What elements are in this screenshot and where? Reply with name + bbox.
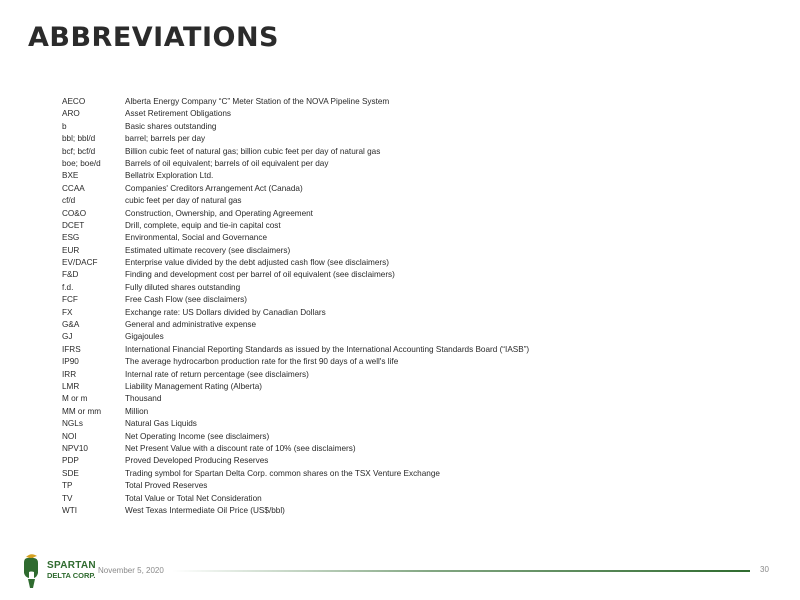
abbreviation-row [62, 356, 662, 368]
abbreviation-term: ESG [62, 233, 80, 243]
company-logo-text [47, 561, 96, 581]
abbreviation-term: bcf; bcf/d [62, 146, 96, 156]
abbreviation-term: TP [62, 481, 73, 491]
abbreviation-definition: Free Cash Flow (see disclaimers) [125, 295, 247, 305]
abbreviation-definition: General and administrative expense [125, 320, 257, 330]
abbreviation-row [62, 493, 662, 505]
abbreviation-definition: Total Value or Total Net Consideration [125, 493, 262, 503]
abbreviation-row [62, 307, 662, 319]
abbreviation-term: NGLs [62, 419, 83, 429]
abbreviation-definition: Liability Management Rating (Alberta) [125, 381, 262, 391]
abbreviation-definition: West Texas Intermediate Oil Price (US$/bbl) [125, 505, 285, 515]
abbreviation-term: NOI [62, 431, 77, 441]
abbreviation-row [62, 183, 662, 195]
abbreviation-row [62, 158, 662, 170]
abbreviation-row [62, 195, 662, 207]
abbreviation-definition: Companies' Creditors Arrangement Act (Canada) [125, 183, 303, 193]
footer-divider [172, 570, 750, 572]
abbreviation-term: f.d. [62, 282, 74, 292]
abbreviation-definition: Basic shares outstanding [125, 121, 217, 131]
abbreviation-definition: barrel; barrels per day [125, 134, 206, 144]
abbreviation-term: M or m [62, 394, 88, 404]
abbreviation-row [62, 381, 662, 393]
abbreviation-definition: Enterprise value divided by the debt adjusted cash flow (see disclaimers) [125, 258, 389, 268]
abbreviation-row [62, 480, 662, 492]
footer-date: November 5, 2020 [98, 566, 164, 575]
abbreviation-term: boe; boe/d [62, 158, 101, 168]
page-title: ABBREVIATIONS [28, 22, 279, 53]
abbreviation-row [62, 505, 662, 517]
abbreviation-definition: Million [125, 406, 149, 416]
abbreviation-row [62, 369, 662, 381]
abbreviation-term: F&D [62, 270, 79, 280]
abbreviation-term: IFRS [62, 344, 81, 354]
abbreviation-term: WTI [62, 505, 78, 515]
abbreviation-row [62, 393, 662, 405]
abbreviation-definition: cubic feet per day of natural gas [125, 196, 242, 206]
abbreviation-term: BXE [62, 171, 79, 181]
abbreviation-term: MM or mm [62, 406, 102, 416]
abbreviation-row [62, 431, 662, 443]
abbreviation-term: FCF [62, 295, 78, 305]
abbreviation-row [62, 282, 662, 294]
abbreviation-row [62, 108, 662, 120]
abbreviation-term: SDE [62, 468, 79, 478]
abbreviation-definition: Net Operating Income (see disclaimers) [125, 431, 270, 441]
abbreviation-definition: Natural Gas Liquids [125, 419, 197, 429]
abbreviation-term: bbl; bbl/d [62, 134, 96, 144]
abbreviation-definition: Alberta Energy Company “C” Meter Station of the NOVA Pipeline System [125, 97, 390, 106]
abbreviation-row [62, 146, 662, 158]
abbreviation-term: NPV10 [62, 443, 88, 453]
abbreviation-definition: Trading symbol for Spartan Delta Corp. common shares on the TSX Venture Exchange [125, 468, 440, 478]
abbreviation-definition: Total Proved Reserves [125, 481, 208, 491]
abbreviation-definition: Gigajoules [125, 332, 164, 342]
abbreviation-definition: Asset Retirement Obligations [125, 109, 232, 119]
abbreviation-definition: Exchange rate: US Dollars divided by Canadian Dollars [125, 307, 326, 317]
abbreviation-row [62, 257, 662, 269]
abbreviation-row [62, 232, 662, 244]
abbreviation-definition: International Financial Reporting Standards as issued by the International Accounting Standards Board (“IASB”) [125, 344, 530, 354]
abbreviation-term: EV/DACF [62, 258, 98, 268]
abbreviation-row [62, 443, 662, 455]
footer [0, 545, 800, 590]
abbreviation-term: IP90 [62, 357, 79, 367]
abbreviation-term: FX [62, 307, 73, 317]
abbreviation-definition: Bellatrix Exploration Ltd. [125, 171, 214, 181]
abbreviation-definition: Proved Developed Producing Reserves [125, 456, 269, 466]
abbreviation-row [62, 468, 662, 480]
abbreviation-definition: Construction, Ownership, and Operating Agreement [125, 208, 313, 218]
abbreviation-definition: Net Present Value with a discount rate of 10% (see disclaimers) [125, 443, 356, 453]
abbreviation-row [62, 269, 662, 281]
abbreviation-term: G&A [62, 320, 80, 330]
abbreviation-term: b [62, 121, 67, 131]
abbreviation-row [62, 406, 662, 418]
abbreviation-row [62, 455, 662, 467]
abbreviation-row [62, 170, 662, 182]
abbreviation-term: IRR [62, 369, 77, 379]
spartan-helmet-logo-icon [20, 553, 42, 589]
abbreviation-row [62, 133, 662, 145]
abbreviation-term: EUR [62, 245, 80, 255]
abbreviation-row [62, 220, 662, 232]
logo-line-1: SPARTAN [47, 560, 96, 571]
abbreviation-term: TV [62, 493, 73, 503]
abbreviation-term: cf/d [62, 196, 76, 206]
abbreviation-row [62, 331, 662, 343]
abbreviation-definition: The average hydrocarbon production rate for the first 90 days of a well's life [125, 357, 399, 367]
abbreviation-definition: Billion cubic feet of natural gas; billion cubic feet per day of natural gas [125, 146, 381, 156]
abbreviation-definition: Internal rate of return percentage (see disclaimers) [125, 369, 309, 379]
abbreviation-definition: Environmental, Social and Governance [125, 233, 267, 243]
abbreviation-definition: Estimated ultimate recovery (see disclaimers) [125, 245, 291, 255]
abbreviation-definition: Drill, complete, equip and tie-in capital cost [125, 220, 281, 230]
abbreviation-definition: Thousand [125, 394, 162, 404]
abbreviation-row [62, 344, 662, 356]
abbreviation-definition: Fully diluted shares outstanding [125, 282, 241, 292]
abbreviation-term: GJ [62, 332, 73, 342]
abbreviation-definition: Finding and development cost per barrel of oil equivalent (see disclaimers) [125, 270, 395, 280]
abbreviation-term: CO&O [62, 208, 87, 218]
abbreviation-term: DCET [62, 220, 85, 230]
abbreviation-row [62, 319, 662, 331]
abbreviation-term: PDP [62, 456, 79, 466]
abbreviation-row [62, 96, 662, 108]
abbreviation-row [62, 208, 662, 220]
page-number: 30 [760, 565, 769, 574]
abbreviation-row [62, 294, 662, 306]
abbreviation-term: LMR [62, 381, 80, 391]
abbreviation-definition: Barrels of oil equivalent; barrels of oil equivalent per day [125, 158, 329, 168]
abbreviations-table [62, 96, 662, 517]
abbreviation-row [62, 245, 662, 257]
abbreviation-row [62, 121, 662, 133]
abbreviation-term: CCAA [62, 183, 85, 193]
abbreviation-term: AECO [62, 97, 86, 106]
abbreviation-term: ARO [62, 109, 80, 119]
abbreviation-row [62, 418, 662, 430]
logo-line-2: DELTA CORP. [47, 571, 96, 580]
